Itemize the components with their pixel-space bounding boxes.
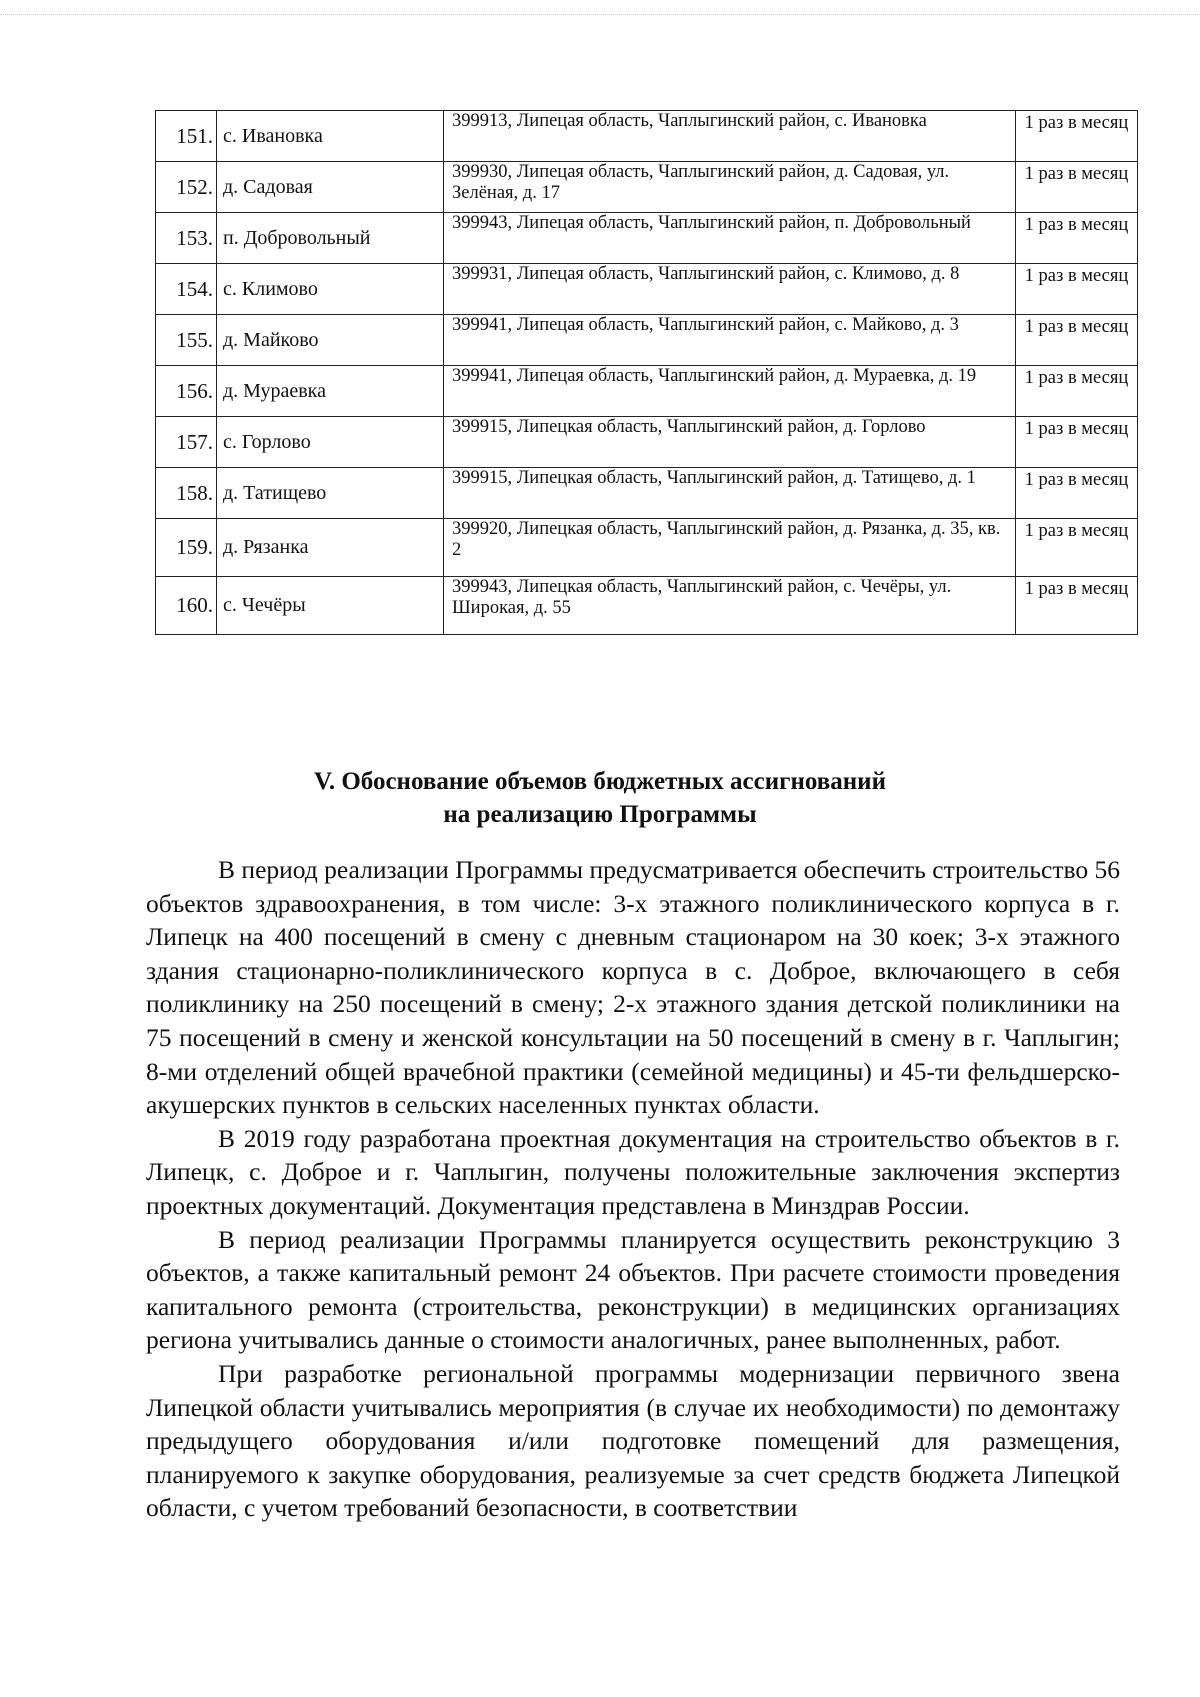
visit-frequency: 1 раз в месяц	[1016, 264, 1138, 315]
table-row	[156, 213, 1138, 264]
settlement-name: с. Горлово	[217, 417, 444, 468]
paragraph: В период реализации Программы планируется осуществить реконструкцию 3 объектов, а также капитальный ремонт 24 объектов. При расчете стоимости проведения капитального ремонта (строительства, реконструкции) в медицинских организациях региона учитывались данные о стоимости аналогичных, ранее выполненных, работ.	[146, 1224, 1120, 1355]
visit-frequency: 1 раз в месяц	[1016, 468, 1138, 519]
row-number: 159.	[156, 519, 217, 577]
settlement-name: с. Чечёры	[217, 577, 444, 635]
settlement-address: 399941, Липецая область, Чаплыгинский район, с. Майково, д. 3	[444, 315, 1016, 366]
settlement-address: 399913, Липецая область, Чаплыгинский район, с. Ивановка	[444, 111, 1016, 162]
visit-frequency: 1 раз в месяц	[1016, 577, 1138, 635]
section-heading	[0, 765, 1200, 831]
section-title-line-1: V. Обоснование объемов бюджетных ассигнований	[314, 768, 886, 795]
visit-frequency: 1 раз в месяц	[1016, 366, 1138, 417]
visit-frequency: 1 раз в месяц	[1016, 519, 1138, 577]
row-number: 152.	[156, 162, 217, 213]
row-number: 153.	[156, 213, 217, 264]
table-row	[156, 417, 1138, 468]
settlement-name: д. Рязанка	[217, 519, 444, 577]
table-row	[156, 162, 1138, 213]
row-number: 158.	[156, 468, 217, 519]
settlement-address: 399915, Липецкая область, Чаплыгинский район, д. Татищево, д. 1	[444, 468, 1016, 519]
settlement-schedule-table	[155, 110, 1138, 635]
settlement-name: д. Мураевка	[217, 366, 444, 417]
row-number: 156.	[156, 366, 217, 417]
row-number: 151.	[156, 111, 217, 162]
settlement-name: с. Климово	[217, 264, 444, 315]
table-row	[156, 519, 1138, 577]
paragraph: В 2019 году разработана проектная документация на строительство объектов в г. Липецк, с. Доброе и г. Чаплыгин, получены положительные заключения экспертиз проектных документаций. Документация представлена в Минздрав России.	[146, 1123, 1120, 1220]
table-row	[156, 264, 1138, 315]
section-title-line-2: на реализацию Программы	[443, 801, 757, 828]
table-row	[156, 577, 1138, 635]
section-body	[146, 853, 1120, 1525]
page-top-edge	[0, 14, 1200, 15]
settlement-address: 399931, Липецая область, Чаплыгинский район, с. Климово, д. 8	[444, 264, 1016, 315]
settlement-name: с. Ивановка	[217, 111, 444, 162]
settlement-name: п. Добровольный	[217, 213, 444, 264]
row-number: 154.	[156, 264, 217, 315]
visit-frequency: 1 раз в месяц	[1016, 111, 1138, 162]
settlement-address: 399943, Липецая область, Чаплыгинский район, п. Добровольный	[444, 213, 1016, 264]
visit-frequency: 1 раз в месяц	[1016, 213, 1138, 264]
visit-frequency: 1 раз в месяц	[1016, 417, 1138, 468]
visit-frequency: 1 раз в месяц	[1016, 315, 1138, 366]
visit-frequency: 1 раз в месяц	[1016, 162, 1138, 213]
settlement-address: 399943, Липецкая область, Чаплыгинский район, с. Чечёры, ул. Широкая, д. 55	[444, 577, 1016, 635]
table-row	[156, 366, 1138, 417]
table-row	[156, 111, 1138, 162]
table-row	[156, 315, 1138, 366]
paragraph: При разработке региональной программы модернизации первичного звена Липецкой области учитывались мероприятия (в случае их необходимости) по демонтажу предыдущего оборудования и/или подготовке помещений для размещения, планируемого к закупке оборудования, реализуемые за счет средств бюджета Липецкой области, с учетом требований безопасности, в соответствии	[146, 1358, 1120, 1523]
settlement-address: 399915, Липецкая область, Чаплыгинский район, д. Горлово	[444, 417, 1016, 468]
settlement-address: 399930, Липецая область, Чаплыгинский район, д. Садовая, ул. Зелёная, д. 17	[444, 162, 1016, 213]
row-number: 160.	[156, 577, 217, 635]
settlement-name: д. Майково	[217, 315, 444, 366]
paragraph: В период реализации Программы предусматривается обеспечить строительство 56 объектов здравоохранения, в том числе: 3-х этажного поликлинического корпуса в г. Липецк на 400 посещений в смену с дневным стационаром на 30 коек; 3-х этажного здания стационарно-поликлинического корпуса в с. Доброе, включающего в себя поликлинику на 250 посещений в смену; 2-х этажного здания детской поликлиники на 75 посещений в смену и женской консультации на 50 посещений в смену в г. Чаплыгин; 8-ми отделений общей врачебной практики (семейной медицины) и 45-ти фельдшерско-акушерских пунктов в сельских населенных пунктах области.	[146, 855, 1120, 1120]
table-row	[156, 468, 1138, 519]
settlement-address: 399941, Липецая область, Чаплыгинский район, д. Мураевка, д. 19	[444, 366, 1016, 417]
settlement-address: 399920, Липецкая область, Чаплыгинский район, д. Рязанка, д. 35, кв. 2	[444, 519, 1016, 577]
row-number: 157.	[156, 417, 217, 468]
settlement-name: д. Татищево	[217, 468, 444, 519]
settlement-name: д. Садовая	[217, 162, 444, 213]
row-number: 155.	[156, 315, 217, 366]
